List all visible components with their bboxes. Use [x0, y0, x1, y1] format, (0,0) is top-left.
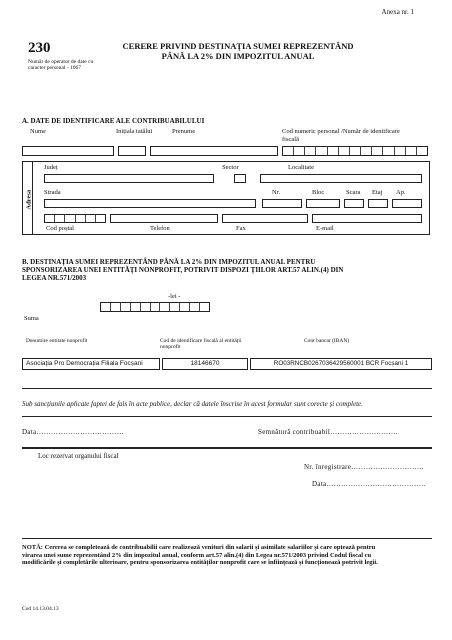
etaj-field[interactable]: [368, 199, 388, 208]
cnp-field[interactable]: [282, 146, 428, 156]
etaj-label: Etaj: [372, 189, 383, 196]
col-fiscal-header: Cod de identificare fiscală al entității nonprofit: [160, 338, 242, 350]
telefon-label: Telefon: [150, 225, 170, 232]
strada-label: Strada: [44, 189, 61, 196]
declaration-text: Sub sancțiunile aplicate faptei de fals în acte publice, declar că datele înscrise în acest formular sunt corecte și complete.: [22, 400, 363, 408]
nota-line-2: virarea unei sume reprezentând 2% din impozitul anual, conform art.57 alin.(4) din Legea nr.571/2003 privind Codul fiscal cu: [22, 551, 372, 559]
form-title: [108, 41, 368, 61]
fiscal-code-value: 18146670: [190, 360, 220, 367]
initiala-field[interactable]: [118, 146, 146, 156]
ap-field[interactable]: [392, 199, 422, 208]
localitate-label: Localitate: [288, 164, 314, 171]
data-inregistrare-field[interactable]: Data…………………………………..: [312, 480, 426, 488]
lei-label: -lei -: [168, 293, 181, 300]
telefon-field[interactable]: [110, 214, 218, 223]
cnp-label: Cod numeric personal /Număr de identificare fiscală: [282, 128, 400, 143]
prenume-label: Prenume: [172, 128, 196, 135]
section-b-title: [22, 258, 432, 282]
section-a-title: A. DATE DE IDENTIFICARE ALE CONTRIBUABILULUI: [22, 117, 205, 125]
title-line-2: PÂNĂ LA 2% DIN IMPOZITUL ANUAL: [161, 51, 315, 61]
fiscal-reserved-label: Loc rezervat organului fiscal: [38, 452, 119, 460]
nr-label: Nr.: [272, 189, 281, 196]
scara-label: Scara: [346, 189, 361, 196]
prenume-field[interactable]: [150, 146, 278, 156]
section-b-title-line-2: SPONSORIZAREA UNEI ENTITĂȚI NONPROFIT, POTRIVIT DISPOZI ȚIILOR ART.57 ALIN.(4) DIN: [22, 266, 344, 274]
bloc-field[interactable]: [306, 199, 340, 208]
nota-prefix: NOTĂ:: [22, 544, 45, 551]
fiscal-code-field[interactable]: [162, 358, 248, 370]
adresa-label: Adresa: [25, 189, 33, 210]
section-b-title-line-3: LEGEA NR.571/2003: [22, 274, 87, 282]
fax-field[interactable]: [222, 214, 308, 223]
nume-label: Nume: [30, 128, 46, 135]
initiala-tatalui-label: Inițiala tatălui: [116, 128, 153, 135]
email-label: E-mail: [316, 225, 334, 232]
bloc-label: Bloc: [312, 189, 325, 196]
iban-value: RO03RNCB0267036429560001 BCR Focșani 1: [273, 360, 409, 367]
footer-code: Cod 14.13.04.13: [22, 606, 59, 612]
section-b-title-line-1: B. DESTINAȚIA SUMEI REPREZENTÂND PÂNĂ LA 2% DIN IMPOZITUL ANUAL PENTRU: [22, 258, 316, 266]
judet-field[interactable]: [44, 174, 214, 183]
sector-label: Sector: [222, 164, 239, 171]
localitate-field[interactable]: [260, 174, 422, 183]
nota-line-3: modificările și completările ulterioare, pentru sponsorizarea entităților nonprofit care se înființează și funcționează potrivit legii.: [22, 559, 378, 566]
cod-postal-field[interactable]: [44, 214, 106, 223]
operator-note: Număr de operator de date cu caracter personal - 1067: [28, 59, 94, 71]
sector-field[interactable]: [234, 174, 246, 183]
suma-field[interactable]: [100, 302, 210, 312]
strada-field[interactable]: [44, 199, 256, 208]
annex-label: Anexa nr. 1: [381, 8, 414, 16]
data-signature-field[interactable]: Data………………………………: [22, 428, 125, 436]
cod-postal-label: Cod poștal: [46, 225, 74, 232]
ap-label: Ap.: [396, 189, 406, 196]
suma-label: Suma: [24, 315, 39, 322]
nota-block: [22, 544, 432, 567]
nr-inregistrare-field[interactable]: Nr. înregistrare…………………………: [304, 463, 425, 471]
scara-field[interactable]: [344, 199, 364, 208]
email-field[interactable]: [312, 214, 422, 223]
col-entity-header: Denumire entitate nonprofit: [26, 338, 88, 344]
title-line-1: CERERE PRIVIND DESTINAȚIA SUMEI REPREZENTÂND: [122, 41, 354, 51]
address-block: [22, 161, 430, 235]
fax-label: Fax: [236, 225, 246, 232]
nr-field[interactable]: [262, 199, 302, 208]
semnatura-field[interactable]: Semnătură contribuabil……………………….: [258, 428, 398, 436]
nota-line-1: Cererea se completează de contribuabilii care realizează venituri din salarii și asimilate salariilor și care optează pentru: [44, 544, 376, 551]
entity-name-field[interactable]: [22, 358, 160, 370]
col-iban-header: Cont bancar (IBAN): [304, 338, 350, 344]
nume-field[interactable]: [22, 146, 114, 156]
form-code: 230: [28, 40, 51, 56]
iban-field[interactable]: [250, 358, 432, 370]
judet-label: Județ: [44, 164, 58, 171]
entity-name-value: Asociația Pro Democrația Filiala Focșani: [26, 360, 143, 367]
